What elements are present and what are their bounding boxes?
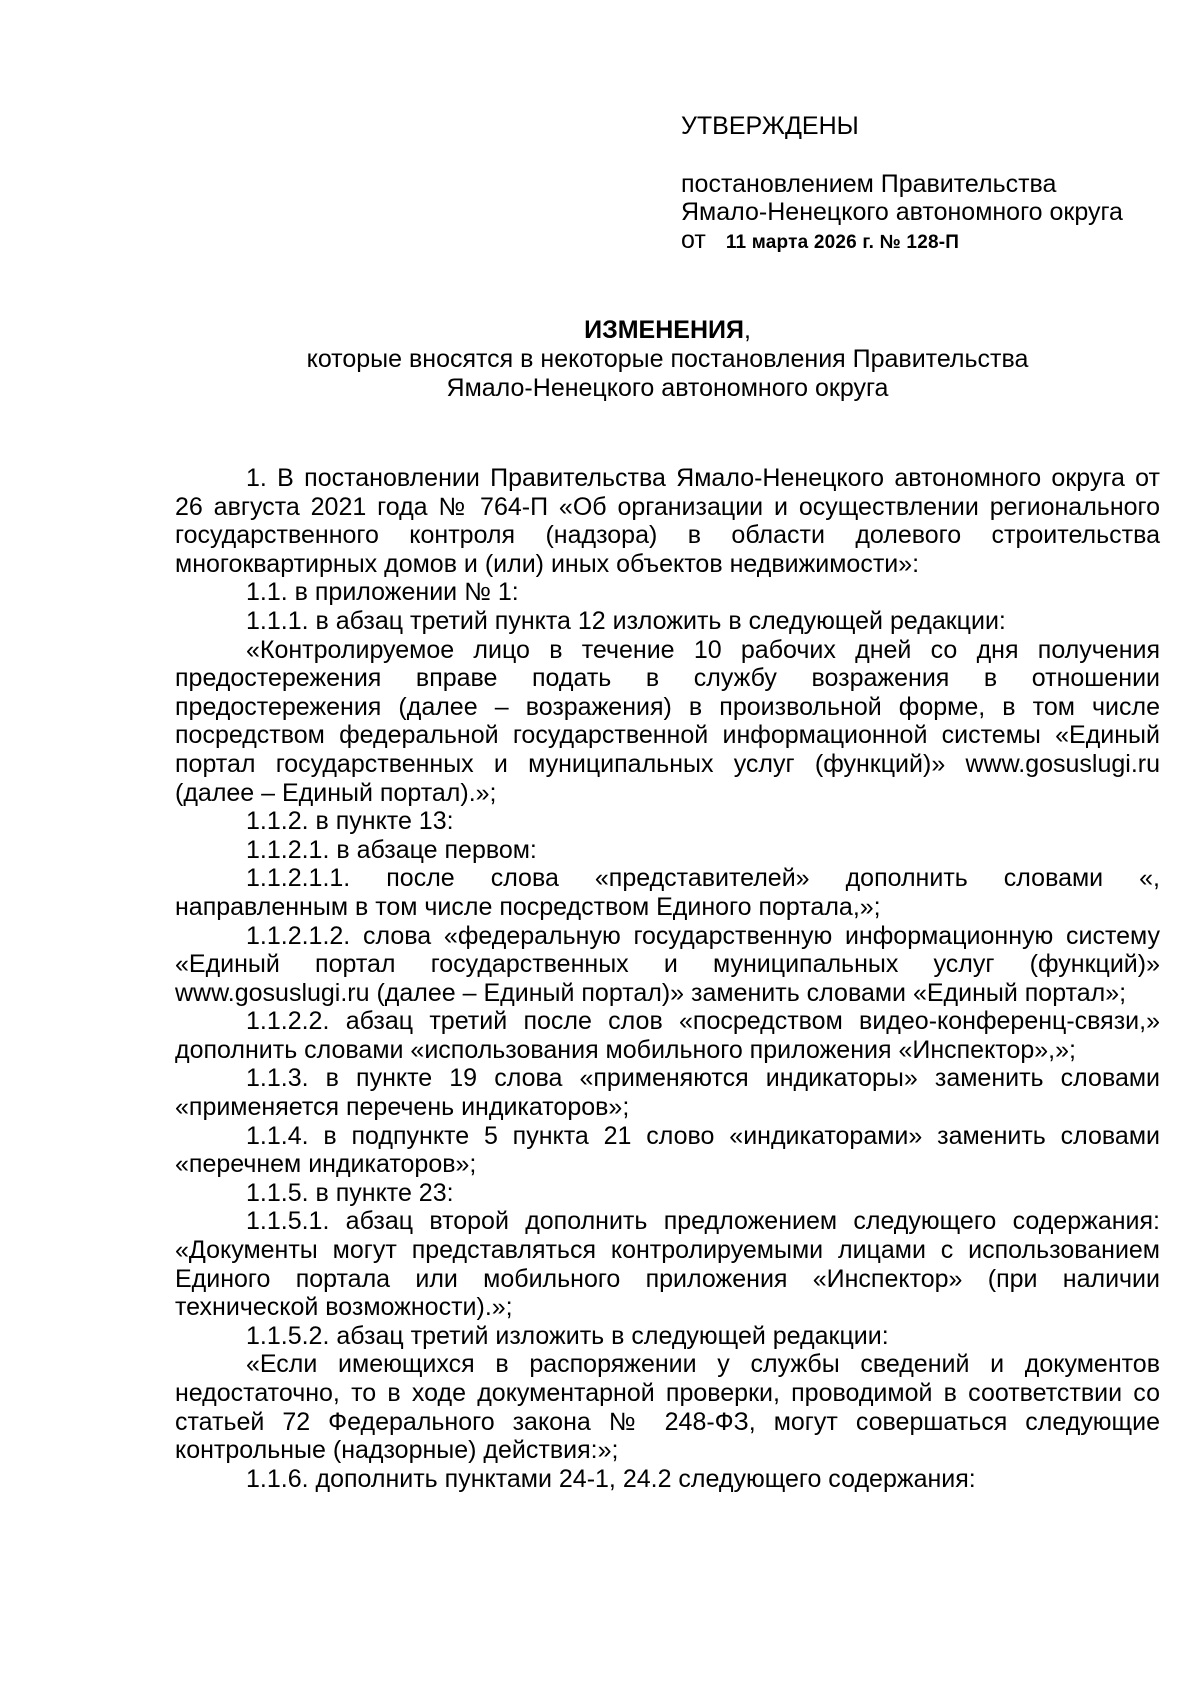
paragraph: 1.1.2.2. абзац третий после слов «посредством видео-конференц-связи,» дополнить словами «использования мобильного приложения «Инспектор»,»; — [175, 1007, 1160, 1064]
paragraph: 1.1.5.1. абзац второй дополнить предложением следующего содержания: «Документы могут представляться контролируемыми лицами с использованием Единого портала или мобильного приложения «Инспектор» (при наличии технической возможности).»; — [175, 1207, 1160, 1322]
approval-date-line — [681, 226, 1123, 257]
heading-title-line — [175, 316, 1160, 345]
document-body — [175, 464, 1160, 1493]
paragraph: 1.1. в приложении № 1: — [246, 578, 519, 607]
heading-title: ИЗМЕНЕНИЯ — [584, 316, 744, 344]
approval-line-1: постановлением Правительства — [681, 170, 1057, 198]
paragraph: «Если имеющихся в распоряжении у службы сведений и документов недостаточно, то в ходе документарной проверки, проводимой в соответствии со статьей 72 Федерального закона № 248-ФЗ, могут совершаться следующие контрольные (надзорные) действия:»; — [175, 1350, 1160, 1465]
paragraph: «Контролируемое лицо в течение 10 рабочих дней со дня получения предостережения вправе подать в службу возражения в отношении предостережения (далее – возражения) в произвольной форме, в том числе посредством федеральной государственной информационной системы «Единый портал государственных и муниципальных услуг (функций)» www.gosuslugi.ru (далее – Единый портал).»; — [175, 635, 1160, 807]
paragraph: 1.1.2.1.1. после слова «представителей» дополнить словами «, направленным в том числе посредством Единого портала,»; — [175, 864, 1160, 921]
paragraph: 1. В постановлении Правительства Ямало-Ненецкого автономного округа от 26 августа 2021 года № 764-П «Об организации и осуществлении регионального государственного контроля (надзора) в области долевого строительства многоквартирных домов и (или) иных объектов недвижимости»: — [175, 464, 1160, 578]
paragraph: 1.1.2. в пункте 13: — [246, 807, 454, 836]
paragraph: 1.1.6. дополнить пунктами 24-1, 24.2 следующего содержания: — [246, 1464, 976, 1493]
approval-line-2: Ямало-Ненецкого автономного округа — [681, 198, 1123, 226]
paragraph: 1.1.4. в подпункте 5 пункта 21 слово «индикаторами» заменить словами «перечнем индикаторов»; — [175, 1121, 1160, 1179]
paragraph: 1.1.5. в пункте 23: — [246, 1178, 454, 1207]
document-heading — [175, 316, 1160, 403]
approval-date-prefix: от — [681, 226, 706, 254]
paragraph: 1.1.1. в абзац третий пункта 12 изложить в следующей редакции: — [246, 606, 1006, 635]
approval-date-value: 11 марта 2026 г. № 128-П — [725, 232, 960, 253]
approval-stamp-title: УТВЕРЖДЕНЫ — [681, 112, 859, 140]
paragraph: 1.1.2.1.2. слова «федеральную государственную информационную систему «Единый портал государственных и муниципальных услуг (функций)» www.gosuslugi.ru (далее – Единый портал)» заменить словами «Единый портал»; — [175, 921, 1160, 1007]
paragraph: 1.1.5.2. абзац третий изложить в следующей редакции: — [246, 1321, 889, 1350]
heading-title-suffix: , — [743, 316, 751, 344]
heading-subtitle-line-1: которые вносятся в некоторые постановления Правительства — [306, 345, 1029, 373]
approval-block — [681, 112, 1123, 257]
paragraph: 1.1.2.1. в абзаце первом: — [246, 835, 537, 864]
paragraph: 1.1.3. в пункте 19 слова «применяются индикаторы» заменить словами «применяется перечень индикаторов»; — [175, 1064, 1160, 1122]
heading-subtitle-line-2: Ямало-Ненецкого автономного округа — [446, 374, 889, 402]
